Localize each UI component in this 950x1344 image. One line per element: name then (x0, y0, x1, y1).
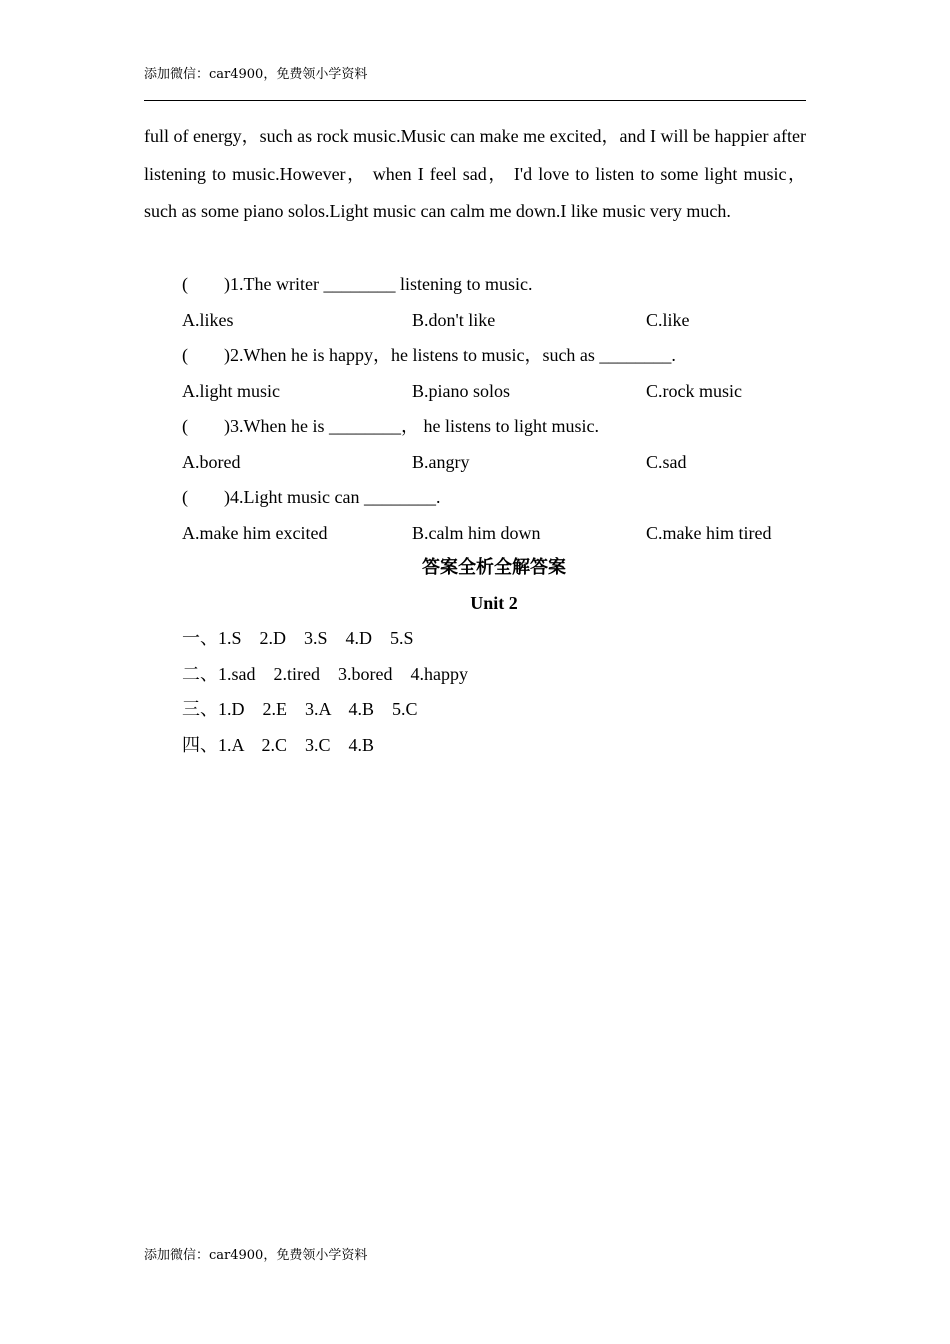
answer-line-1: 一、1.S 2.D 3.S 4.D 5.S (182, 628, 414, 648)
question-4-option-b: B.calm him down (412, 523, 541, 543)
question-3-option-b: B.angry (412, 452, 470, 472)
page-header: 添加微信：car4900，免费领小学资料 (144, 67, 368, 82)
answer-line-3: 三、1.D 2.E 3.A 4.B 5.C (182, 699, 418, 719)
reading-passage: full of energy，such as rock music.Music can make me excited，and I will be happier after listening to music.However， when I feel sad， I'd love to listen to some light music， such as some piano solos.Light music can calm me down.I like music very much. (144, 126, 806, 221)
answer-line-4: 四、1.A 2.C 3.C 4.B (182, 735, 375, 755)
question-4-option-a: A.make him excited (182, 523, 328, 543)
question-1-option-a: A.likes (182, 310, 234, 330)
question-4-option-c: C.make him tired (646, 523, 772, 543)
question-1-option-c: C.like (646, 310, 690, 330)
question-3: ( )3.When he is ________， he listens to light music. (182, 416, 599, 436)
question-1-option-b: B.don't like (412, 310, 496, 330)
header-rule (144, 100, 806, 101)
page-footer: 添加微信：car4900，免费领小学资料 (144, 1248, 368, 1263)
answer-line-2: 二、1.sad 2.tired 3.bored 4.happy (182, 664, 468, 684)
question-2: ( )2.When he is happy，he listens to music，such as ________. (182, 345, 676, 365)
question-1: ( )1.The writer ________ listening to music. (182, 274, 533, 294)
question-3-option-a: A.bored (182, 452, 241, 472)
question-2-option-c: C.rock music (646, 381, 742, 401)
answers-unit: Unit 2 (470, 593, 518, 613)
question-4: ( )4.Light music can ________. (182, 487, 441, 507)
question-2-option-b: B.piano solos (412, 381, 511, 401)
question-3-option-c: C.sad (646, 452, 687, 472)
question-2-option-a: A.light music (182, 381, 280, 401)
answers-title: 答案全析全解答案 (422, 557, 566, 578)
